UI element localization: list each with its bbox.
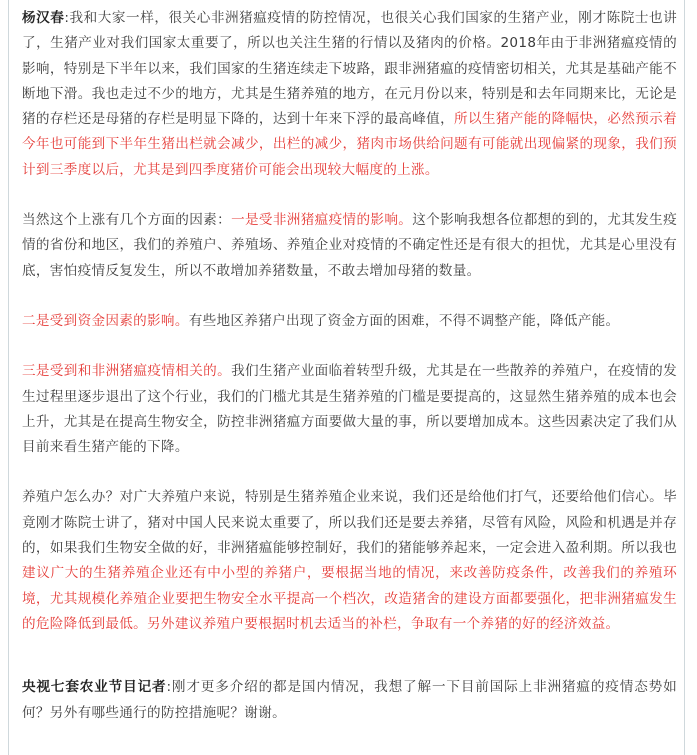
text-run: 有些地区养猪户出现了资金方面的困难，不得不调整产能，降低产能。 — [188, 312, 620, 329]
highlight-run: 三是受到和非洲猪瘟疫情相关的。 — [22, 363, 232, 380]
paragraph-1 — [22, 6, 677, 183]
highlight-run: 建议广大的生猪养殖企业还有中小型的养猪户，要根据当地的情况，来改善防疫条件，改善我们的养殖环境，尤其规模化养殖企业要把生物安全水平提高一个档次，改造猪舍的建设方面都要强化，把非洲猪瘟发生的危险降低到最低。另外建议养殖户要根据时机去适当的补栏，争取有一个养猪的好的经济效益。 — [22, 565, 677, 632]
highlight-run: 一是受非洲猪瘟疫情的影响。 — [231, 212, 413, 229]
paragraph-5 — [22, 485, 677, 637]
paragraph-6 — [22, 675, 677, 726]
highlight-run: 所以生猪产能的降幅快，必然预示着今年也可能到下半年生猪出栏就会减少，出栏的减少，猪肉市场供给问题有可能就出现偏紧的现象，我们预计到三季度以后，尤其是到四季度猪价可能会出现较大幅度的上涨。 — [22, 111, 677, 178]
text-run: :我和大家一样，很关心非洲猪瘟疫情的防控情况，也很关心我们国家的生猪产业，刚才陈院士也讲了，生猪产业对我们国家太重要了，所以也关注生猪的行情以及猪肉的价格。2018年由于非洲猪瘟疫情的影响，特别是下半年以来，我们国家的生猪连续走下坡路，跟非洲猪瘟的疫情密切相关，尤其是基础产能不断地下滑。我也走过不少的地方，尤其是生猪养殖的地方，在元月份以来，特别是和去年同期来比，无论是猪的存栏还是母猪的存栏是明显下降的，达到十年来下浮的最高峰值， — [22, 10, 677, 128]
paragraph-3 — [22, 309, 677, 334]
highlight-run: 二是受到资金因素的影响。 — [22, 312, 189, 329]
text-run: :刚才更多介绍的都是国内情况，我想了解一下目前国际上非洲猪瘟的疫情态势如何？另外有哪些通行的防控措施呢？谢谢。 — [22, 679, 677, 721]
paragraph-4 — [22, 359, 677, 460]
paragraph-2 — [22, 208, 677, 284]
text-run: 当然这个上涨有几个方面的因素： — [22, 212, 232, 229]
speaker-name: 央视七套农业节目记者 — [22, 679, 167, 696]
text-run: 养殖户怎么办？对广大养殖户来说，特别是生猪养殖企业来说，我们还是给他们打气，还要给他们信心。毕竟刚才陈院士讲了，猪对中国人民来说太重要了，所以我们还是要去养猪，尽管有风险，风险和机遇是并存的，如果我们生物安全做的好，非洲猪瘟能够控制好，我们的猪能够养起来，一定会进入盈利期。所以我也 — [22, 489, 677, 557]
article-content — [22, 6, 677, 751]
text-run: 我们生猪产业面临着转型升级，尤其是在一些散养的养殖户，在疫情的发生过程里逐步退出了这个行业，我们的门槛尤其是生猪养殖的门槛是要提高的，这显然生猪养殖的成本也会上升，尤其是在提高生物安全，防控非洲猪瘟方面要做大量的事，所以要增加成本。这些因素决定了我们从目前来看生猪产能的下降。 — [22, 363, 677, 456]
text-run: 这个影响我想各位都想的到的，尤其发生疫情的省份和地区，我们的养殖户、养殖场、养殖企业对疫情的不确定性还是有很大的担忧，尤其是心里没有底，害怕疫情反复发生，所以不敢增加养猪数量，不敢去增加母猪的数量。 — [22, 212, 678, 279]
speaker-name: 杨汉春 — [22, 10, 65, 26]
